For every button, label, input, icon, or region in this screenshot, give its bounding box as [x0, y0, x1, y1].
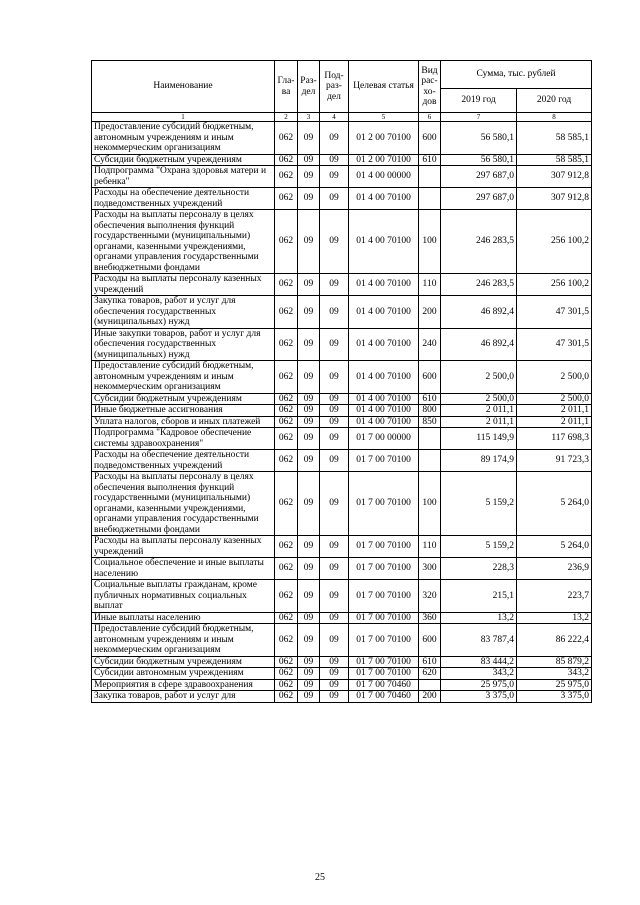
cell-tselevaya: 01 7 00 70100 — [349, 558, 419, 580]
cell-glava: 062 — [275, 416, 298, 428]
header-razdel: Раз-дел — [298, 61, 320, 113]
cell-name: Предоставление субсидий бюджетным, автономным учреждениям и иным некоммерческим организациям — [92, 122, 275, 155]
cell-podrazdel: 09 — [320, 472, 349, 536]
cell-podrazdel: 09 — [320, 624, 349, 657]
table-row — [92, 328, 592, 361]
cell-vid: 610 — [419, 393, 441, 405]
cell-razdel: 09 — [298, 361, 320, 394]
cell-razdel: 09 — [298, 668, 320, 680]
cell-name: Социальное обеспечение и иные выплаты населению — [92, 558, 275, 580]
cell-podrazdel: 09 — [320, 274, 349, 296]
cell-name: Мероприятия в сфере здравоохранения — [92, 679, 275, 691]
table-row — [92, 416, 592, 428]
cell-glava: 062 — [275, 428, 298, 450]
header-tselevaya: Целевая статья — [349, 61, 419, 113]
table-row — [92, 668, 592, 680]
cell-podrazdel: 09 — [320, 154, 349, 166]
cell-name: Субсидии бюджетным учреждениям — [92, 154, 275, 166]
cell-2020: 236,9 — [517, 558, 592, 580]
cell-glava: 062 — [275, 668, 298, 680]
cell-glava: 062 — [275, 393, 298, 405]
table-row — [92, 188, 592, 210]
cell-name: Субсидии бюджетным учреждениям — [92, 393, 275, 405]
cell-2019: 297 687,0 — [441, 166, 517, 188]
cell-podrazdel: 09 — [320, 558, 349, 580]
cell-vid: 110 — [419, 274, 441, 296]
cell-tselevaya: 01 4 00 70100 — [349, 405, 419, 417]
cell-2020: 2 011,1 — [517, 416, 592, 428]
cell-2020: 307 912,8 — [517, 188, 592, 210]
cell-razdel: 09 — [298, 580, 320, 613]
cell-razdel: 09 — [298, 188, 320, 210]
cell-name: Иные бюджетные ассигнования — [92, 405, 275, 417]
cell-vid: 850 — [419, 416, 441, 428]
cell-name: Предоставление субсидий бюджетным, автономным учреждениям и иным некоммерческим организациям — [92, 361, 275, 394]
header-summa: Сумма, тыс. рублей — [441, 61, 592, 89]
cell-vid: 240 — [419, 328, 441, 361]
cell-vid — [419, 166, 441, 188]
cell-vid: 610 — [419, 656, 441, 668]
cell-podrazdel: 09 — [320, 393, 349, 405]
cell-vid: 620 — [419, 668, 441, 680]
cell-name: Закупка товаров, работ и услуг для — [92, 691, 275, 703]
cell-glava: 062 — [275, 472, 298, 536]
table-row — [92, 405, 592, 417]
table-row — [92, 656, 592, 668]
cell-2019: 56 580,1 — [441, 122, 517, 155]
cell-tselevaya: 01 7 00 70100 — [349, 580, 419, 613]
table-row — [92, 450, 592, 472]
cell-name: Расходы на обеспечение деятельности подведомственных учреждений — [92, 188, 275, 210]
cell-vid: 360 — [419, 612, 441, 624]
cell-razdel: 09 — [298, 416, 320, 428]
cell-2020: 91 723,3 — [517, 450, 592, 472]
cell-podrazdel: 09 — [320, 428, 349, 450]
cell-tselevaya: 01 4 00 70100 — [349, 416, 419, 428]
cell-razdel: 09 — [298, 624, 320, 657]
table-row — [92, 274, 592, 296]
cell-name: Социальные выплаты гражданам, кроме публичных нормативных социальных выплат — [92, 580, 275, 613]
cell-podrazdel: 09 — [320, 210, 349, 274]
cell-2019: 3 375,0 — [441, 691, 517, 703]
cell-glava: 062 — [275, 450, 298, 472]
table-row — [92, 691, 592, 703]
cell-podrazdel: 09 — [320, 188, 349, 210]
cell-razdel: 09 — [298, 296, 320, 329]
cell-razdel: 09 — [298, 656, 320, 668]
cell-vid: 200 — [419, 691, 441, 703]
table-row — [92, 296, 592, 329]
cell-podrazdel: 09 — [320, 405, 349, 417]
cell-2019: 5 159,2 — [441, 536, 517, 558]
cell-name: Расходы на выплаты персоналу в целях обеспечения выполнения функций государственными (муниципальными) органами, казенными учреждениями, органами управления государственными внебюджетными фондами — [92, 210, 275, 274]
cell-razdel: 09 — [298, 450, 320, 472]
cell-tselevaya: 01 4 00 70100 — [349, 296, 419, 329]
cell-vid: 320 — [419, 580, 441, 613]
cell-2020: 343,2 — [517, 668, 592, 680]
table-row — [92, 558, 592, 580]
cell-glava: 062 — [275, 188, 298, 210]
cell-2019: 2 011,1 — [441, 416, 517, 428]
table-row — [92, 393, 592, 405]
cell-name: Расходы на выплаты персоналу в целях обеспечения выполнения функций государственными (муниципальными) органами, казенными учреждениями, органами управления государственными внебюджетными фондами — [92, 472, 275, 536]
header-vid: Вид рас-хо-дов — [419, 61, 441, 113]
cell-vid: 600 — [419, 122, 441, 155]
cell-2020: 2 011,1 — [517, 405, 592, 417]
cell-razdel: 09 — [298, 166, 320, 188]
cell-2019: 246 283,5 — [441, 274, 517, 296]
column-numbers-row — [92, 113, 592, 122]
cell-tselevaya: 01 4 00 70100 — [349, 328, 419, 361]
cell-vid: 100 — [419, 472, 441, 536]
cell-2019: 89 174,9 — [441, 450, 517, 472]
cell-vid — [419, 450, 441, 472]
cell-tselevaya: 01 4 00 70100 — [349, 274, 419, 296]
header-glava: Гла-ва — [275, 61, 298, 113]
cell-podrazdel: 09 — [320, 328, 349, 361]
table-row — [92, 536, 592, 558]
cell-vid: 110 — [419, 536, 441, 558]
table-row — [92, 122, 592, 155]
cell-razdel: 09 — [298, 328, 320, 361]
cell-2020: 307 912,8 — [517, 166, 592, 188]
column-number: 7 — [441, 113, 517, 122]
cell-tselevaya: 01 7 00 70460 — [349, 691, 419, 703]
cell-2020: 117 698,3 — [517, 428, 592, 450]
cell-razdel: 09 — [298, 679, 320, 691]
header-2020: 2020 год — [517, 89, 592, 113]
cell-tselevaya: 01 4 00 70100 — [349, 188, 419, 210]
cell-2019: 25 975,0 — [441, 679, 517, 691]
cell-podrazdel: 09 — [320, 450, 349, 472]
header-2019: 2019 год — [441, 89, 517, 113]
cell-glava: 062 — [275, 210, 298, 274]
cell-podrazdel: 09 — [320, 656, 349, 668]
cell-tselevaya: 01 7 00 00000 — [349, 428, 419, 450]
cell-tselevaya: 01 7 00 70100 — [349, 450, 419, 472]
cell-razdel: 09 — [298, 393, 320, 405]
table-row — [92, 428, 592, 450]
table-row — [92, 210, 592, 274]
table-row — [92, 166, 592, 188]
column-number: 2 — [275, 113, 298, 122]
cell-tselevaya: 01 7 00 70100 — [349, 624, 419, 657]
cell-2019: 56 580,1 — [441, 154, 517, 166]
cell-2019: 246 283,5 — [441, 210, 517, 274]
cell-2019: 5 159,2 — [441, 472, 517, 536]
cell-glava: 062 — [275, 691, 298, 703]
cell-2020: 2 500,0 — [517, 361, 592, 394]
cell-podrazdel: 09 — [320, 166, 349, 188]
cell-vid: 300 — [419, 558, 441, 580]
cell-podrazdel: 09 — [320, 668, 349, 680]
cell-glava: 062 — [275, 296, 298, 329]
cell-glava: 062 — [275, 558, 298, 580]
cell-2019: 46 892,4 — [441, 328, 517, 361]
cell-2020: 47 301,5 — [517, 328, 592, 361]
cell-2020: 58 585,1 — [517, 122, 592, 155]
cell-name: Предоставление субсидий бюджетным, автономным учреждениям и иным некоммерческим организациям — [92, 624, 275, 657]
cell-podrazdel: 09 — [320, 296, 349, 329]
cell-vid: 800 — [419, 405, 441, 417]
cell-name: Подпрограмма "Охрана здоровья матери и ребенка" — [92, 166, 275, 188]
cell-name: Закупка товаров, работ и услуг для обеспечения государственных (муниципальных) нужд — [92, 296, 275, 329]
column-number: 4 — [320, 113, 349, 122]
budget-table — [91, 60, 592, 703]
cell-podrazdel: 09 — [320, 679, 349, 691]
cell-2019: 115 149,9 — [441, 428, 517, 450]
cell-vid: 610 — [419, 154, 441, 166]
header-name: Наименование — [92, 61, 275, 113]
table-row — [92, 154, 592, 166]
cell-tselevaya: 01 2 00 70100 — [349, 154, 419, 166]
cell-name: Расходы на выплаты персоналу казенных учреждений — [92, 274, 275, 296]
cell-tselevaya: 01 7 00 70460 — [349, 679, 419, 691]
cell-razdel: 09 — [298, 210, 320, 274]
cell-name: Иные закупки товаров, работ и услуг для обеспечения государственных (муниципальных) нужд — [92, 328, 275, 361]
table-header — [92, 61, 592, 122]
cell-razdel: 09 — [298, 558, 320, 580]
cell-glava: 062 — [275, 656, 298, 668]
cell-glava: 062 — [275, 154, 298, 166]
cell-2020: 13,2 — [517, 612, 592, 624]
cell-podrazdel: 09 — [320, 580, 349, 613]
cell-2019: 2 011,1 — [441, 405, 517, 417]
cell-2019: 13,2 — [441, 612, 517, 624]
cell-2020: 25 975,0 — [517, 679, 592, 691]
cell-vid: 100 — [419, 210, 441, 274]
cell-tselevaya: 01 2 00 70100 — [349, 122, 419, 155]
cell-razdel: 09 — [298, 274, 320, 296]
cell-podrazdel: 09 — [320, 691, 349, 703]
cell-razdel: 09 — [298, 612, 320, 624]
cell-2020: 2 500,0 — [517, 393, 592, 405]
cell-glava: 062 — [275, 166, 298, 188]
cell-2020: 256 100,2 — [517, 274, 592, 296]
cell-vid: 600 — [419, 624, 441, 657]
cell-tselevaya: 01 4 00 70100 — [349, 210, 419, 274]
cell-glava: 062 — [275, 612, 298, 624]
table-row — [92, 612, 592, 624]
cell-2019: 215,1 — [441, 580, 517, 613]
cell-glava: 062 — [275, 624, 298, 657]
cell-2020: 47 301,5 — [517, 296, 592, 329]
cell-2019: 83 444,2 — [441, 656, 517, 668]
cell-glava: 062 — [275, 580, 298, 613]
column-number: 3 — [298, 113, 320, 122]
cell-name: Подпрограмма "Кадровое обеспечение системы здравоохранения" — [92, 428, 275, 450]
cell-razdel: 09 — [298, 122, 320, 155]
cell-glava: 062 — [275, 328, 298, 361]
table-row — [92, 472, 592, 536]
cell-tselevaya: 01 4 00 70100 — [349, 393, 419, 405]
table-row — [92, 361, 592, 394]
cell-razdel: 09 — [298, 154, 320, 166]
cell-name: Иные выплаты населению — [92, 612, 275, 624]
cell-2020: 86 222,4 — [517, 624, 592, 657]
cell-2019: 2 500,0 — [441, 361, 517, 394]
cell-podrazdel: 09 — [320, 122, 349, 155]
cell-glava: 062 — [275, 679, 298, 691]
cell-2019: 297 687,0 — [441, 188, 517, 210]
cell-tselevaya: 01 7 00 70100 — [349, 612, 419, 624]
table-row — [92, 624, 592, 657]
cell-tselevaya: 01 7 00 70100 — [349, 656, 419, 668]
cell-2019: 83 787,4 — [441, 624, 517, 657]
cell-name: Расходы на выплаты персоналу казенных учреждений — [92, 536, 275, 558]
cell-glava: 062 — [275, 536, 298, 558]
cell-2020: 58 585,1 — [517, 154, 592, 166]
cell-glava: 062 — [275, 274, 298, 296]
cell-name: Расходы на обеспечение деятельности подведомственных учреждений — [92, 450, 275, 472]
cell-2019: 343,2 — [441, 668, 517, 680]
table-body — [92, 122, 592, 703]
cell-glava: 062 — [275, 361, 298, 394]
cell-podrazdel: 09 — [320, 536, 349, 558]
cell-2020: 5 264,0 — [517, 536, 592, 558]
cell-name: Уплата налогов, сборов и иных платежей — [92, 416, 275, 428]
cell-vid — [419, 428, 441, 450]
cell-vid: 600 — [419, 361, 441, 394]
cell-vid: 200 — [419, 296, 441, 329]
cell-2019: 228,3 — [441, 558, 517, 580]
column-number: 6 — [419, 113, 441, 122]
table-row — [92, 580, 592, 613]
cell-name: Субсидии бюджетным учреждениям — [92, 656, 275, 668]
cell-podrazdel: 09 — [320, 361, 349, 394]
cell-podrazdel: 09 — [320, 612, 349, 624]
cell-tselevaya: 01 7 00 70100 — [349, 536, 419, 558]
cell-tselevaya: 01 4 00 00000 — [349, 166, 419, 188]
cell-tselevaya: 01 7 00 70100 — [349, 668, 419, 680]
cell-tselevaya: 01 4 00 70100 — [349, 361, 419, 394]
header-podrazdel: Под-раз-дел — [320, 61, 349, 113]
cell-2020: 85 879,2 — [517, 656, 592, 668]
column-number: 8 — [517, 113, 592, 122]
column-number: 5 — [349, 113, 419, 122]
cell-razdel: 09 — [298, 472, 320, 536]
cell-2020: 256 100,2 — [517, 210, 592, 274]
table-row — [92, 679, 592, 691]
cell-razdel: 09 — [298, 405, 320, 417]
cell-2020: 3 375,0 — [517, 691, 592, 703]
column-number: 1 — [92, 113, 275, 122]
cell-tselevaya: 01 7 00 70100 — [349, 472, 419, 536]
cell-razdel: 09 — [298, 428, 320, 450]
cell-vid — [419, 679, 441, 691]
cell-glava: 062 — [275, 405, 298, 417]
cell-glava: 062 — [275, 122, 298, 155]
cell-2020: 5 264,0 — [517, 472, 592, 536]
cell-podrazdel: 09 — [320, 416, 349, 428]
cell-razdel: 09 — [298, 536, 320, 558]
cell-vid — [419, 188, 441, 210]
page-number: 25 — [315, 872, 325, 883]
cell-2019: 46 892,4 — [441, 296, 517, 329]
cell-2020: 223,7 — [517, 580, 592, 613]
cell-name: Субсидии автономным учреждениям — [92, 668, 275, 680]
cell-razdel: 09 — [298, 691, 320, 703]
cell-2019: 2 500,0 — [441, 393, 517, 405]
